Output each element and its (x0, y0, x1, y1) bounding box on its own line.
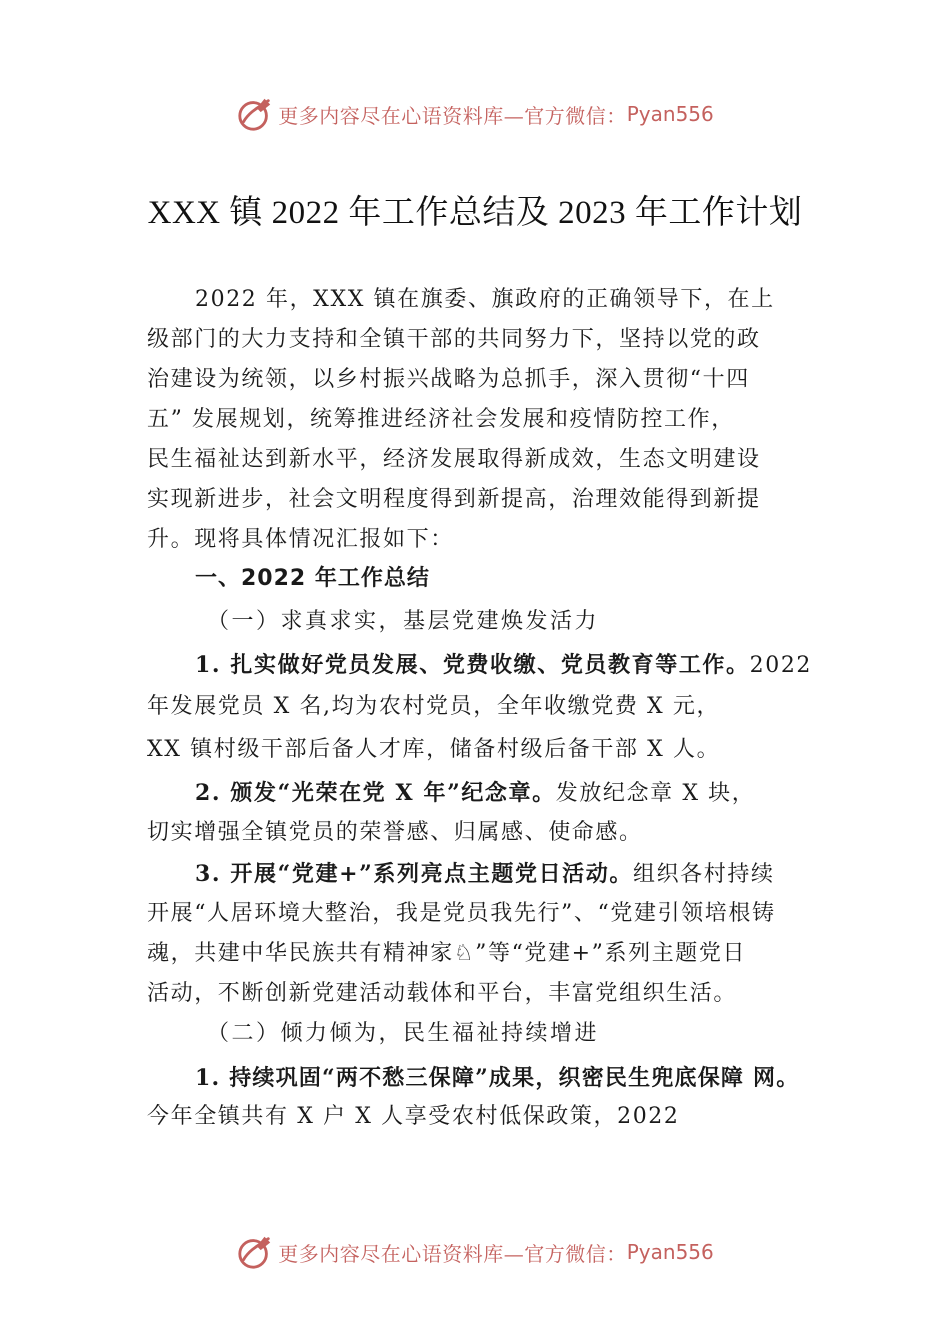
paragraph-line: 切实增强全镇党员的荣誉感、归属感、使命感。 (147, 820, 643, 845)
item-text: 发放纪念章 X 块， (555, 781, 756, 806)
paragraph-line: 魂，共建中华民族共有精神家♘”等“党建+”系列主题党日 (147, 941, 747, 966)
watermark-wechat-id: Pyan556 (626, 1240, 714, 1264)
item-lead: 1. 扎实做好党员发展、党费收缴、党员教育等工作。 (195, 652, 750, 678)
watermark-banner-top (0, 92, 950, 136)
section-heading: 一、2022 年工作总结 (195, 566, 430, 591)
list-item-line: 1. 持续巩固“两不愁三保障”成果，织密民生兜底保障 网。 (195, 1065, 800, 1091)
item-lead: 2. 颁发“光荣在党 X 年”纪念章。 (195, 780, 556, 806)
subsection-heading: （二）倾力倾为，民生福祉持续增进 (207, 1021, 600, 1046)
paragraph-line: 民生福祉达到新水平，经济发展取得新成效，生态文明建设 (147, 447, 761, 472)
list-item-line (195, 778, 755, 809)
paragraph-line: 2022 年，XXX 镇在旗委、旗政府的正确领导下，在上 (195, 287, 775, 312)
paragraph-line: 治建设为统领，以乡村振兴战略为总抓手，深入贯彻“十四 (147, 367, 750, 392)
watermark-banner-bottom (0, 1230, 950, 1274)
item-text: 组织各村持续 (632, 862, 775, 887)
paragraph-line: 五” 发展规划，统筹推进经济社会发展和疫情防控工作， (147, 407, 735, 432)
watermark-text: 更多内容尽在心语资料库—官方微信： (278, 103, 627, 128)
paragraph-line: 今年全镇共有 X 户 X 人享受农村低保政策，2022 (147, 1104, 680, 1129)
list-item-line (195, 859, 775, 890)
paragraph-line: 活动，不断创新党建活动载体和平台，丰富党组织生活。 (147, 981, 738, 1006)
item-text: 2022 (749, 653, 813, 678)
paragraph-line: XX 镇村级干部后备人才库，储备村级后备干部 X 人。 (147, 737, 721, 762)
watermark-wechat-id: Pyan556 (626, 102, 714, 126)
paragraph-line: 升。现将具体情况汇报如下： (147, 527, 454, 552)
item-lead: 3. 开展“党建+”系列亮点主题党日活动。 (195, 861, 633, 887)
brush-logo-icon (236, 95, 274, 133)
paragraph-line: 级部门的大力支持和全镇干部的共同努力下，坚持以党的政 (147, 327, 761, 352)
paragraph-line: 开展“人居环境大整治，我是党员我先行”、“党建引领培根铸 (147, 901, 776, 926)
paragraph-line: 年发展党员 X 名,均为农村党员，全年收缴党费 X 元， (147, 694, 721, 719)
subsection-heading: （一）求真求实，基层党建焕发活力 (207, 609, 600, 634)
brush-logo-icon (236, 1233, 274, 1271)
document-title: XXX 镇 2022 年工作总结及 2023 年工作计划 (147, 195, 803, 231)
watermark-text: 更多内容尽在心语资料库—官方微信： (278, 1241, 627, 1266)
paragraph-line: 实现新进步，社会文明程度得到新提高，治理效能得到新提 (147, 487, 761, 512)
list-item-line (195, 650, 812, 681)
